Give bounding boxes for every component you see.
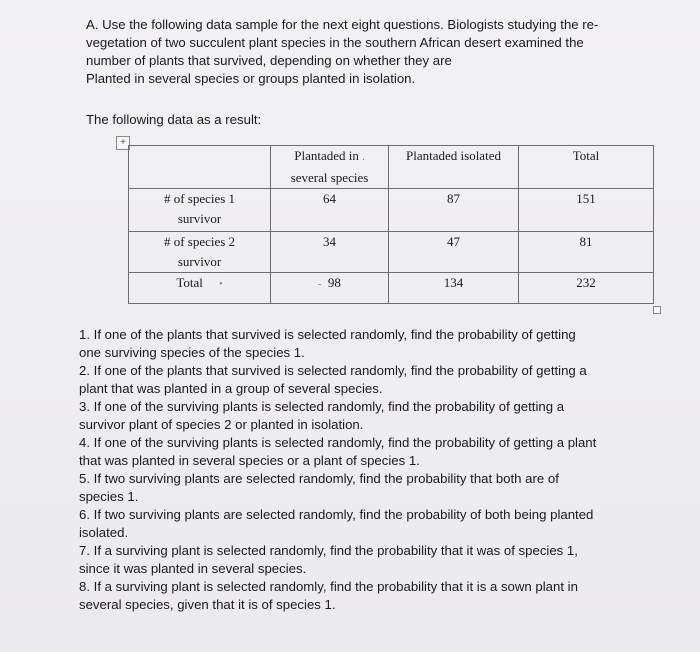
question-item (79, 362, 659, 398)
table-cell: 87 (389, 189, 519, 232)
table-cell (271, 273, 389, 304)
table-cell: 81 (519, 232, 654, 273)
row-label-line: survivor (177, 254, 222, 269)
question-item (79, 578, 659, 614)
question-item (79, 506, 659, 542)
question-line: species 1. (79, 489, 139, 504)
row-label (129, 189, 271, 232)
table-cell: 232 (519, 273, 654, 304)
table-cell: 47 (389, 232, 519, 273)
question-item (79, 542, 659, 578)
question-line: 3. If one of the surviving plants is selected randomly, find the probability of getting a (79, 399, 565, 414)
table-header-isolated: Plantaded isolated (389, 146, 519, 189)
table-row (129, 189, 654, 232)
intro-line: Planted in several species or groups planted in isolation. (86, 71, 416, 86)
table-header-empty (129, 146, 271, 189)
question-line: 4. If one of the surviving plants is selected randomly, find the probability of getting a plant (79, 435, 597, 450)
question-item (79, 470, 659, 506)
question-list (79, 326, 659, 614)
question-line: plant that was planted in a group of several species. (79, 381, 383, 396)
header-line: several species (290, 170, 369, 185)
table-cell: 151 (519, 189, 654, 232)
result-label: The following data as a result: (86, 112, 262, 127)
row-label-line: # of species 2 (163, 234, 236, 249)
cell-value: 98 (327, 275, 341, 290)
question-line: 1. If one of the plants that survived is selected randomly, find the probability of getting (79, 327, 576, 342)
table-row (129, 232, 654, 273)
data-table (128, 145, 654, 304)
row-label-mark: • (219, 279, 223, 290)
question-line: that was planted in several species or a plant of species 1. (79, 453, 420, 468)
question-item (79, 434, 659, 470)
question-line: isolated. (79, 525, 129, 540)
table-header-row (129, 146, 654, 189)
intro-line: vegetation of two succulent plant species in the southern African desert examined the (86, 35, 584, 50)
question-line: 5. If two surviving plants are selected randomly, find the probability that both are of (79, 471, 559, 486)
cell-mark: - (318, 279, 322, 290)
table-row-total (129, 273, 654, 304)
question-line: several species, given that it is of species 1. (79, 597, 336, 612)
row-label (129, 232, 271, 273)
table-cell: 64 (271, 189, 389, 232)
header-line: Plantaded in (294, 148, 359, 163)
table-header-several-species (271, 146, 389, 189)
row-label-line: # of species 1 (163, 191, 236, 206)
question-line: one surviving species of the species 1. (79, 345, 305, 360)
intro-paragraph (86, 16, 646, 88)
table-header-total: Total (519, 146, 654, 189)
question-line: survivor plant of species 2 or planted in isolation. (79, 417, 364, 432)
question-item (79, 398, 659, 434)
table-move-handle-icon[interactable]: + (116, 136, 130, 150)
table-resize-handle-icon[interactable] (653, 306, 661, 314)
header-mark: . (362, 152, 365, 163)
table-cell: 34 (271, 232, 389, 273)
table-cell: 134 (389, 273, 519, 304)
question-line: since it was planted in several species. (79, 561, 307, 576)
question-line: 6. If two surviving plants are selected randomly, find the probability of both being planted (79, 507, 594, 522)
row-label-line: Total (176, 275, 203, 290)
question-line: 8. If a surviving plant is selected randomly, find the probability that it is a sown plant in (79, 579, 578, 594)
intro-line: number of plants that survived, depending on whether they are (86, 53, 452, 68)
question-line: 7. If a surviving plant is selected randomly, find the probability that it was of species 1, (79, 543, 578, 558)
question-line: 2. If one of the plants that survived is selected randomly, find the probability of getting a (79, 363, 587, 378)
question-item (79, 326, 659, 362)
row-label-line: survivor (177, 211, 222, 226)
intro-line: A. Use the following data sample for the next eight questions. Biologists studying the re- (86, 17, 599, 32)
row-label (129, 273, 271, 304)
